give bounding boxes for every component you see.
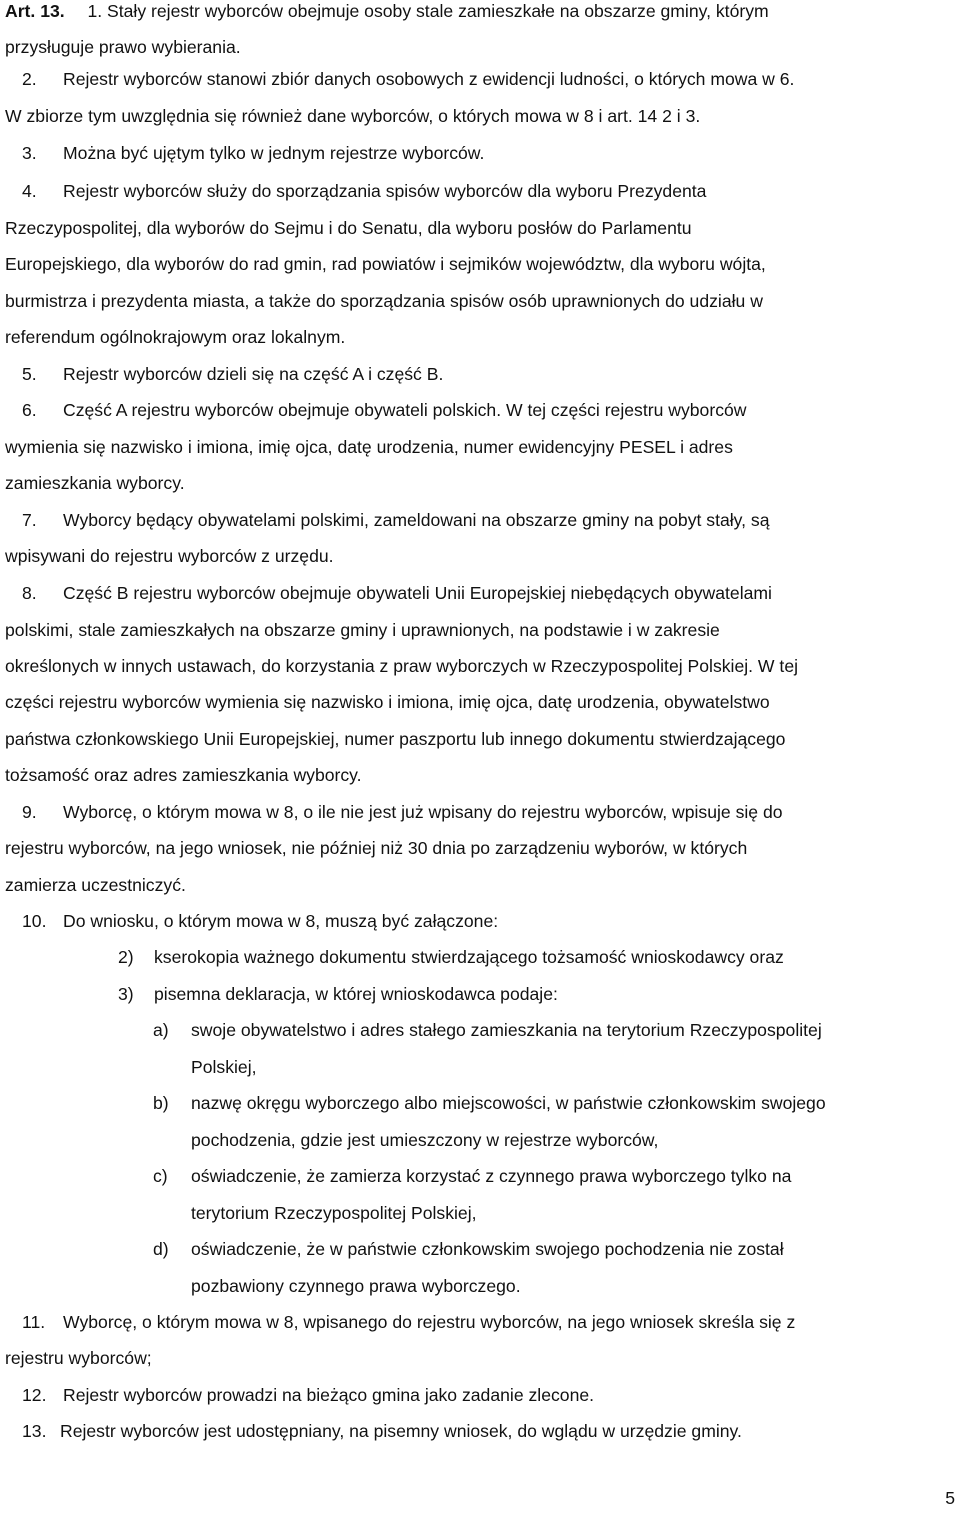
paragraph-4-number: 4. bbox=[22, 181, 37, 201]
paragraph-6-line: wymienia się nazwisko i imiona, imię ojca, datę urodzenia, numer ewidencyjny PESEL i adres bbox=[5, 437, 733, 457]
paragraph-5-number: 5. bbox=[22, 364, 37, 384]
sub-list-item-continued: pochodzenia, gdzie jest umieszczony w rejestrze wyborców, bbox=[191, 1130, 659, 1150]
paragraph-11-text: Wyborcę, o którym mowa w 8, wpisanego do rejestru wyborców, na jego wniosek skreśla się z bbox=[63, 1312, 796, 1332]
paragraph-10 bbox=[5, 910, 954, 932]
sub-list-item-label: d) bbox=[153, 1239, 169, 1259]
paragraph-4-line: Rzeczypospolitej, dla wyborów do Sejmu i do Senatu, dla wyboru posłów do Parlamentu bbox=[5, 218, 692, 238]
paragraph-2-continued: W zbiorze tym uwzględnia się również dane wyborców, o których mowa w 8 i art. 14 2 i 3. bbox=[5, 106, 701, 126]
paragraph-4 bbox=[5, 180, 954, 202]
paragraph-3-number: 3. bbox=[22, 143, 37, 163]
sub-list-item-text: oświadczenie, że w państwie członkowskim swojego pochodzenia nie został bbox=[191, 1239, 784, 1259]
paragraph-6-line: zamieszkania wyborcy. bbox=[5, 473, 185, 493]
paragraph-11-continued: rejestru wyborców; bbox=[5, 1348, 152, 1368]
list-item-text: pisemna deklaracja, w której wnioskodawca podaje: bbox=[154, 984, 558, 1004]
list-item-text: kserokopia ważnego dokumentu stwierdzającego tożsamość wnioskodawcy oraz bbox=[154, 947, 784, 967]
paragraph-4-line: Rejestr wyborców służy do sporządzania spisów wyborców dla wyboru Prezydenta bbox=[63, 181, 707, 201]
paragraph-8-line: państwa członkowskiego Unii Europejskiej, numer paszportu lub innego dokumentu stwierdzającego bbox=[5, 729, 786, 749]
paragraph-8-line: części rejestru wyborców wymienia się nazwisko i imiona, imię ojca, datę urodzenia, obywatelstwo bbox=[5, 692, 770, 712]
list-item-label: 2) bbox=[118, 947, 134, 967]
paragraph-7-number: 7. bbox=[22, 510, 37, 530]
paragraph-13-text: Rejestr wyborców jest udostępniany, na pisemny wniosek, do wglądu w urzędzie gminy. bbox=[60, 1421, 742, 1441]
paragraph-9-line: rejestru wyborców, na jego wniosek, nie później niż 30 dnia po zarządzeniu wyborów, w których bbox=[5, 838, 748, 858]
sub-list-item-text: nazwę okręgu wyborczego albo miejscowości, w państwie członkowskim swojego bbox=[191, 1093, 826, 1113]
sub-list-item-label: b) bbox=[153, 1093, 169, 1113]
sub-list-item-label: c) bbox=[153, 1166, 168, 1186]
paragraph-2-text: Rejestr wyborców stanowi zbiór danych osobowych z ewidencji ludności, o których mowa w 6. bbox=[63, 69, 795, 89]
paragraph-4-line: burmistrza i prezydenta miasta, a także do sporządzania spisów osób uprawnionych do udziału w bbox=[5, 291, 763, 311]
sub-list-item-text: oświadczenie, że zamierza korzystać z czynnego prawa wyborczego tylko na bbox=[191, 1166, 792, 1186]
paragraph-9-number: 9. bbox=[22, 802, 37, 822]
paragraph-9 bbox=[5, 801, 954, 823]
paragraph-8-number: 8. bbox=[22, 583, 37, 603]
paragraph-1 bbox=[5, 0, 954, 22]
paragraph-8 bbox=[5, 582, 954, 604]
paragraph-11-number: 11. bbox=[22, 1312, 46, 1332]
paragraph-7-line: wpisywani do rejestru wyborców z urzędu. bbox=[5, 546, 334, 566]
paragraph-9-line: zamierza uczestniczyć. bbox=[5, 875, 186, 895]
paragraph-8-line: polskimi, stale zamieszkałych na obszarze gminy i uprawnionych, na podstawie i w zakresie bbox=[5, 620, 720, 640]
paragraph-6 bbox=[5, 399, 954, 421]
sub-list-item-continued: pozbawiony czynnego prawa wyborczego. bbox=[191, 1276, 521, 1296]
paragraph-8-line: określonych w innych ustawach, do korzystania z praw wyborczych w Rzeczypospolitej Polskiej. W tej bbox=[5, 656, 799, 676]
paragraph-2 bbox=[5, 68, 954, 90]
paragraph-5-text: Rejestr wyborców dzieli się na część A i część B. bbox=[63, 364, 444, 384]
sub-list-item-continued: Polskiej, bbox=[191, 1057, 257, 1077]
paragraph-10-text: Do wniosku, o którym mowa w 8, muszą być załączone: bbox=[63, 911, 499, 931]
paragraph-1-text: Stały rejestr wyborców obejmuje osoby stale zamieszkałe na obszarze gminy, którym bbox=[107, 1, 769, 21]
paragraph-13 bbox=[5, 1420, 954, 1442]
paragraph-1-continued: przysługuje prawo wybierania. bbox=[5, 37, 241, 57]
paragraph-12 bbox=[5, 1384, 954, 1406]
paragraph-5 bbox=[5, 363, 954, 385]
paragraph-10-number: 10. bbox=[22, 911, 47, 931]
paragraph-6-number: 6. bbox=[22, 400, 37, 420]
paragraph-1-number: 1. bbox=[87, 1, 103, 21]
paragraph-8-line: Część B rejestru wyborców obejmuje obywateli Unii Europejskiej niebędących obywatelami bbox=[63, 583, 772, 603]
paragraph-7 bbox=[5, 509, 954, 531]
paragraph-12-number: 12. bbox=[22, 1385, 47, 1405]
paragraph-13-number: 13. bbox=[22, 1421, 47, 1441]
paragraph-9-line: Wyborcę, o którym mowa w 8, o ile nie jest już wpisany do rejestru wyborców, wpisuje się do bbox=[63, 802, 783, 822]
paragraph-12-text: Rejestr wyborców prowadzi na bieżąco gmina jako zadanie zlecone. bbox=[63, 1385, 595, 1405]
article-heading: Art. 13. bbox=[5, 1, 65, 21]
paragraph-4-line: Europejskiego, dla wyborów do rad gmin, rad powiatów i sejmików województw, dla wyboru wójta, bbox=[5, 254, 766, 274]
page-number: 5 bbox=[945, 1488, 955, 1508]
paragraph-7-line: Wyborcy będący obywatelami polskimi, zameldowani na obszarze gminy na pobyt stały, są bbox=[63, 510, 770, 530]
paragraph-11 bbox=[5, 1311, 954, 1333]
paragraph-8-line: tożsamość oraz adres zamieszkania wyborcy. bbox=[5, 765, 362, 785]
sub-list-item-label: a) bbox=[153, 1020, 169, 1040]
paragraph-2-number: 2. bbox=[22, 69, 37, 89]
paragraph-3-text: Można być ujętym tylko w jednym rejestrze wyborców. bbox=[63, 143, 485, 163]
list-item-label: 3) bbox=[118, 984, 134, 1004]
paragraph-3 bbox=[5, 142, 954, 164]
paragraph-6-line: Część A rejestru wyborców obejmuje obywateli polskich. W tej części rejestru wyborców bbox=[63, 400, 747, 420]
sub-list-item-text: swoje obywatelstwo i adres stałego zamieszkania na terytorium Rzeczypospolitej bbox=[191, 1020, 822, 1040]
sub-list-item-continued: terytorium Rzeczypospolitej Polskiej, bbox=[191, 1203, 477, 1223]
paragraph-4-line: referendum ogólnokrajowym oraz lokalnym. bbox=[5, 327, 346, 347]
